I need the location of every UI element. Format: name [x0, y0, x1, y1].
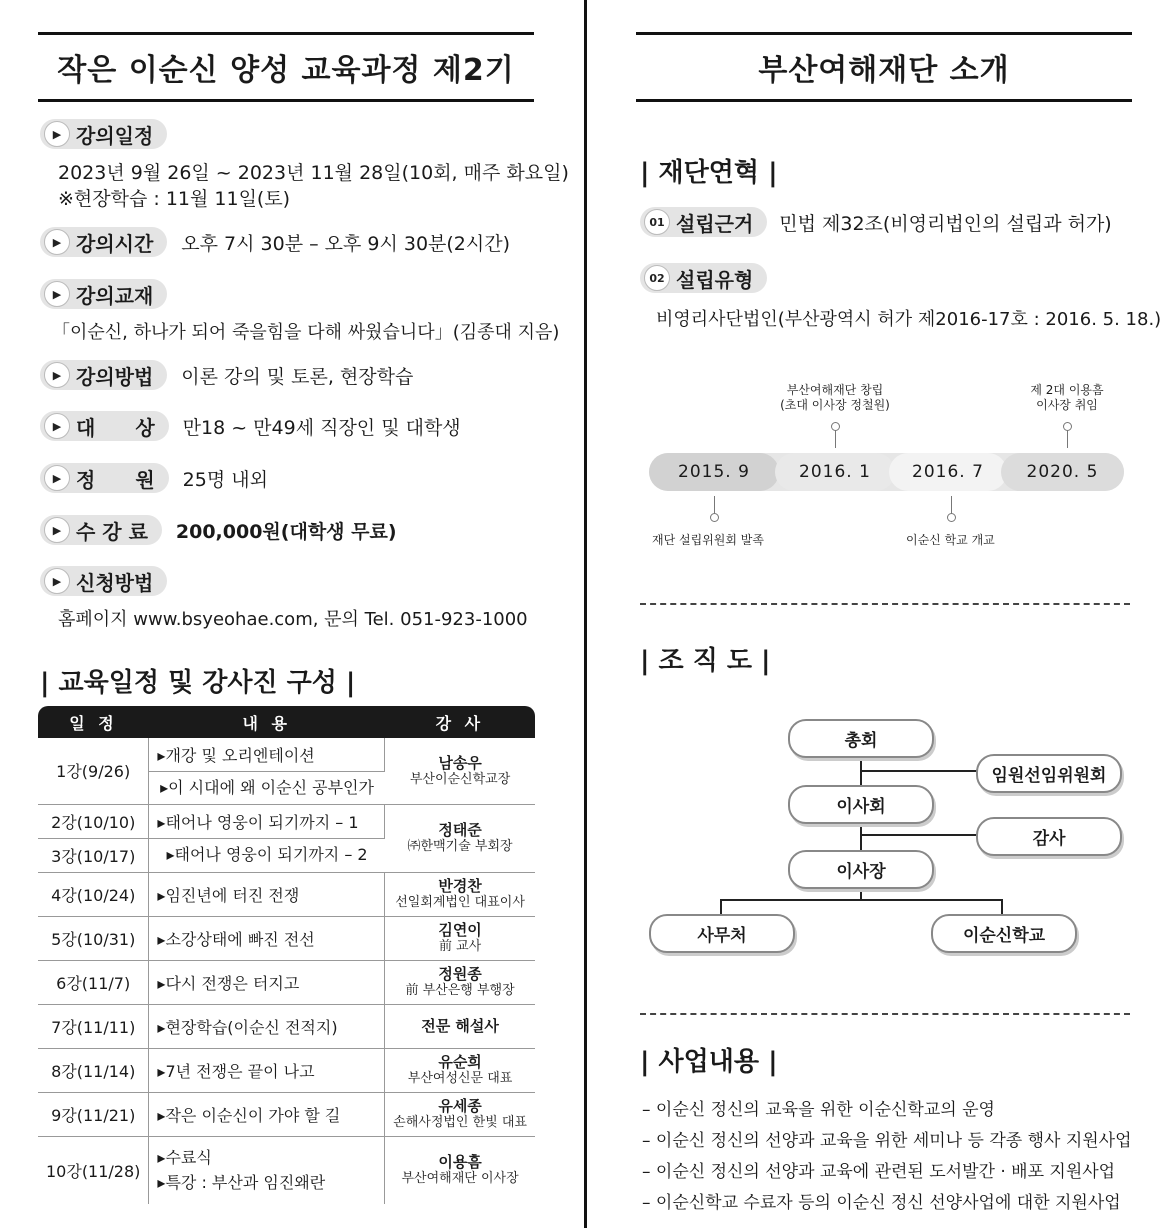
session-number: 1강(9/26): [38, 738, 149, 804]
table-row: [38, 738, 535, 771]
org-node-general-assembly: 총회: [788, 719, 934, 758]
target-value: 만18 ~ 만49세 직장인 및 대학생: [182, 416, 461, 439]
time-label: [40, 227, 167, 257]
instructor-name: 전문 해설사: [421, 1017, 499, 1035]
course-title-text: 작은 이순신 양성 교육과정 제2기: [57, 53, 515, 88]
session-content: ▸작은 이순신이 가야 할 길: [149, 1092, 385, 1136]
time-label-text: 강의시간: [76, 231, 154, 256]
play-icon: ▶: [44, 281, 70, 307]
time-value: 오후 7시 30분 – 오후 9시 30분(2시간): [181, 232, 511, 255]
timeline-note-school: 이순신 학교 개교: [906, 533, 995, 547]
header-instructor: 강 사: [385, 706, 535, 738]
fee-row: [40, 515, 397, 545]
method-value: 이론 강의 및 토론, 현장학습: [181, 365, 414, 388]
foundation-title: [636, 32, 1132, 102]
column-divider: [584, 0, 587, 1228]
org-connector: [860, 770, 978, 772]
org-connector: [720, 899, 1002, 901]
method-row: [40, 360, 413, 390]
section-separator: [640, 1013, 1130, 1015]
session-content: ▸이 시대에 왜 이순신 공부인가: [149, 771, 385, 804]
apply-label-text: 신청방법: [76, 570, 154, 595]
instructor-role: ㈜한맥기술 부회장: [407, 839, 513, 855]
session-number: 10강(11/28): [38, 1136, 149, 1204]
timeline-note-second-chair: [1002, 383, 1132, 413]
org-connector: [720, 899, 722, 915]
session-content: ▸태어나 영웅이 되기까지 – 1: [149, 804, 385, 838]
instructor-cell: [385, 804, 535, 872]
timeline-note-line: 이사장 취임: [1036, 398, 1098, 412]
timeline-note-line: 제 2대 이용흠: [1030, 383, 1104, 397]
timeline-note-line: 부산여해재단 창립: [786, 383, 884, 397]
fee-value: 200,000원(대학생 무료): [175, 520, 397, 543]
session-content: ▸임진년에 터진 전쟁: [149, 872, 385, 916]
type-value: 비영리사단법인(부산광역시 허가 제2016-17호 : 2016. 5. 18.): [656, 309, 1162, 330]
apply-label: [40, 566, 167, 596]
basis-label: [640, 207, 767, 237]
header-content: 내 용: [149, 706, 385, 738]
instructor-cell: [385, 1136, 535, 1204]
time-row: [40, 227, 510, 257]
session-number: 5강(10/31): [38, 916, 149, 960]
business-title: | 사업내용 |: [640, 1047, 778, 1077]
instructor-cell: [385, 960, 535, 1004]
instructor-name: 반경찬: [438, 877, 482, 896]
play-icon: ▶: [44, 121, 70, 147]
instructor-role: 선일회계법인 대표이사: [395, 895, 525, 911]
play-icon: ▶: [44, 517, 70, 543]
session-number: 6강(11/7): [38, 960, 149, 1004]
capacity-value: 25명 내외: [182, 468, 268, 491]
type-label-text: 설립유형: [676, 267, 754, 292]
instructor-cell: [385, 916, 535, 960]
instructor-name: 유세종: [438, 1097, 482, 1116]
instructor-cell: [385, 1048, 535, 1092]
instructor-cell: [385, 872, 535, 916]
schedule-table-title: | 교육일정 및 강사진 구성 |: [40, 668, 356, 698]
table-row: [38, 1048, 535, 1092]
schedule-label: [40, 119, 167, 149]
table-row: [38, 1136, 535, 1204]
session-content: ▸태어나 영웅이 되기까지 – 2: [149, 838, 385, 872]
instructor-role: 부산이순신학교장: [409, 771, 511, 787]
session-content: ▸소강상태에 빠진 전선: [149, 916, 385, 960]
session-content: ▸7년 전쟁은 끝이 나고: [149, 1048, 385, 1092]
table-header-row: [38, 706, 535, 738]
org-connector: [1001, 899, 1003, 915]
instructor-cell: [385, 1004, 535, 1048]
basis-label-text: 설립근거: [676, 211, 754, 236]
timeline-date: 2020. 5: [1001, 453, 1124, 491]
header-schedule: 일 정: [38, 706, 149, 738]
org-node-secretariat: 사무처: [649, 914, 795, 953]
org-connector: [860, 834, 978, 836]
basis-row: [640, 207, 1112, 237]
instructor-role: 前 교사: [438, 939, 482, 955]
foundation-title-text: 부산여해재단 소개: [758, 53, 1010, 88]
business-item: – 이순신학교 수료자 등의 이순신 정신 선양사업에 대한 지원사업: [642, 1193, 1121, 1213]
table-row: [38, 1092, 535, 1136]
table-row: [38, 916, 535, 960]
method-label-text: 강의방법: [76, 364, 154, 389]
textbook-label: [40, 279, 167, 309]
timeline-date: 2016. 7: [889, 453, 1007, 491]
timeline-date: 2016. 1: [775, 453, 895, 491]
org-node-nomination-committee: 임원선임위원회: [976, 754, 1122, 793]
instructor-name: 남송우: [438, 753, 482, 772]
session-number: 4강(10/24): [38, 872, 149, 916]
target-row: [40, 411, 461, 441]
timeline-stem: [1067, 430, 1068, 448]
textbook-label-text: 강의교재: [76, 283, 154, 308]
instructor-name: 정태준: [438, 821, 482, 840]
business-item: – 이순신 정신의 교육을 위한 이순신학교의 운영: [642, 1100, 995, 1120]
number-badge: 01: [644, 209, 670, 235]
play-icon: ▶: [44, 362, 70, 388]
apply-contact[interactable]: 홈페이지 www.bsyeohae.com, 문의 Tel. 051-923-1000: [58, 609, 528, 630]
timeline-note-line: (초대 이사장 정철원): [780, 398, 890, 412]
instructor-role: 손해사정법인 한빛 대표: [393, 1115, 527, 1131]
instructor-name: 정원종: [438, 965, 482, 984]
session-content-line: ▸특강 : 부산과 임진왜란: [157, 1173, 326, 1193]
timeline-bar: [649, 453, 1124, 491]
target-label-text: 대 상: [76, 415, 155, 440]
session-number: 7강(11/11): [38, 1004, 149, 1048]
history-title: | 재단연혁 |: [640, 158, 778, 188]
instructor-role: 부산여해재단 이사장: [401, 1171, 519, 1187]
fee-label-text: 수 강 료: [76, 519, 148, 544]
session-number: 8강(11/14): [38, 1048, 149, 1092]
play-icon: ▶: [44, 465, 70, 491]
play-icon: ▶: [44, 229, 70, 255]
capacity-label-text: 정 원: [76, 467, 155, 492]
timeline-stem: [951, 496, 952, 514]
capacity-row: [40, 463, 268, 493]
instructor-cell: [385, 738, 535, 804]
play-icon: ▶: [44, 568, 70, 594]
session-number: 9강(11/21): [38, 1092, 149, 1136]
table-row: [38, 960, 535, 1004]
course-title: [38, 32, 534, 102]
org-node-school: 이순신학교: [931, 914, 1077, 953]
org-title: | 조 직 도 |: [640, 646, 771, 676]
instructor-name: 이용흠: [438, 1153, 482, 1172]
timeline-date: 2015. 9: [649, 453, 779, 491]
session-content: [149, 1136, 385, 1204]
business-item: – 이순신 정신의 선양과 교육을 위한 세미나 등 각종 행사 지원사업: [642, 1131, 1132, 1151]
session-content: ▸현장학습(이순신 전적지): [149, 1004, 385, 1048]
table-row: [38, 872, 535, 916]
session-content-line: ▸수료식: [157, 1147, 212, 1167]
timeline-marker: [710, 513, 719, 522]
org-node-audit: 감사: [976, 817, 1122, 856]
basis-value: 민법 제32조(비영리법인의 설립과 허가): [779, 212, 1112, 235]
instructor-name: 김연이: [438, 921, 482, 940]
timeline-stem: [835, 430, 836, 448]
table-row: [38, 804, 535, 838]
session-number: 3강(10/17): [38, 838, 149, 872]
table-row: [38, 1004, 535, 1048]
timeline-note-founding: [770, 383, 900, 413]
field-trip-note: ※현장학습 : 11월 11일(토): [58, 188, 291, 210]
session-number: 2강(10/10): [38, 804, 149, 838]
org-node-board: 이사회: [788, 785, 934, 824]
instructor-role: 前 부산은행 부행장: [405, 983, 515, 999]
timeline-note-committee: 재단 설립위원회 발족: [652, 533, 764, 547]
section-separator: [640, 603, 1130, 605]
instructor-cell: [385, 1092, 535, 1136]
textbook-value: 「이순신, 하나가 되어 죽을힘을 다해 싸웠습니다」(김종대 지음): [52, 322, 560, 343]
org-node-chairman: 이사장: [788, 850, 934, 889]
session-content: ▸개강 및 오리엔테이션: [149, 738, 385, 771]
schedule-dates: 2023년 9월 26일 ~ 2023년 11월 28일(10회, 매주 화요일): [58, 162, 569, 184]
schedule-label-text: 강의일정: [76, 123, 154, 148]
timeline-stem: [714, 496, 715, 514]
schedule-table: [38, 706, 535, 1204]
session-content: ▸다시 전쟁은 터지고: [149, 960, 385, 1004]
instructor-role: 부산여성신문 대표: [407, 1071, 513, 1087]
business-item: – 이순신 정신의 선양과 교육에 관련된 도서발간 · 배포 지원사업: [642, 1162, 1116, 1182]
timeline-marker: [947, 513, 956, 522]
type-label: [640, 263, 767, 293]
number-badge: 02: [644, 265, 670, 291]
instructor-name: 유순희: [438, 1053, 482, 1072]
play-icon: ▶: [44, 413, 70, 439]
